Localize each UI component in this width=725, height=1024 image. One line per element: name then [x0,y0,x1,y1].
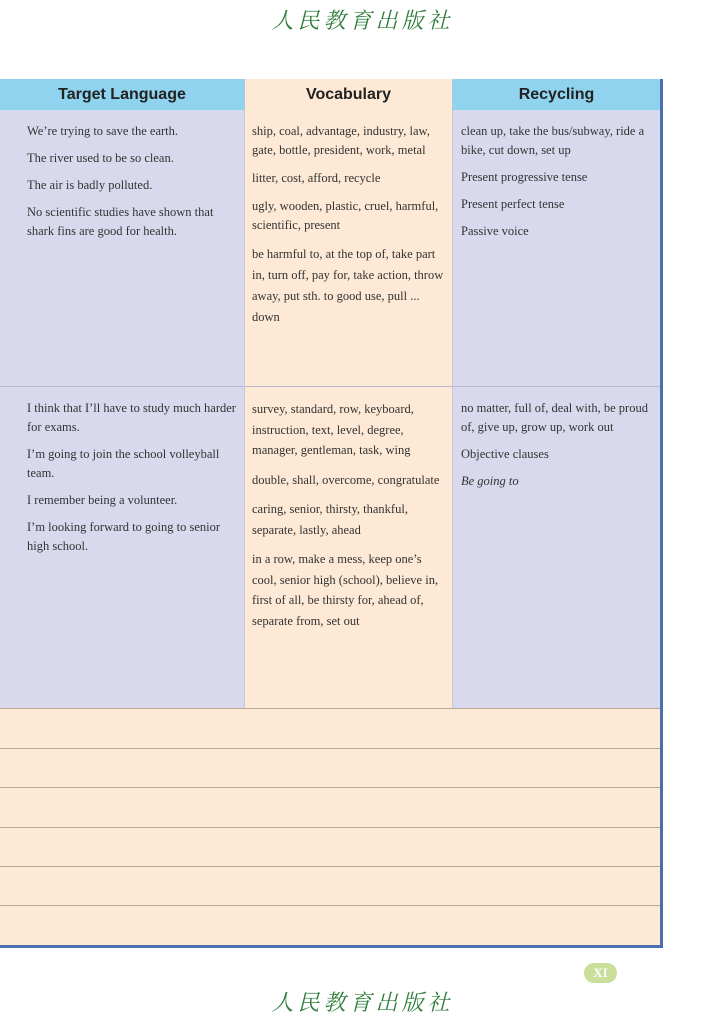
target-sentence: We’re trying to save the earth. [27,124,179,138]
vocab-group: litter, cost, afford, recycle [252,171,381,185]
publisher-logo-top: 人民教育出版社 [271,9,454,34]
target-sentence: No scientific studies have shown that shark fins are good for health. [27,205,214,238]
vocab-group: ugly, wooden, plastic, cruel, harmful, scientific, present [252,199,439,232]
blank-row-line [0,787,660,788]
blank-row-line [0,748,660,749]
recycling-item: no matter, full of, deal with, be proud of, give up, grow up, work out [461,401,648,434]
page-number-badge: XI [584,963,617,983]
row-divider [0,708,660,709]
target-sentence: The air is badly polluted. [27,178,153,192]
publisher-logo-bottom: 人民教育出版社 [271,991,454,1016]
summary-table [0,79,663,948]
row1-recycling-cell [453,110,660,386]
blank-row-line [0,905,660,906]
target-sentence: I think that I’ll have to study much harder for exams. [27,401,236,434]
header-divider [452,79,453,110]
blank-row-line [0,866,660,867]
header-divider [244,79,245,110]
recycling-item: Be going to [461,474,519,488]
vocab-group: ship, coal, advantage, industry, law, gate, bottle, president, work, metal [252,124,430,157]
header-recycling: Recycling [453,79,660,110]
target-sentence: I remember being a volunteer. [27,493,178,507]
recycling-item: Passive voice [461,224,529,238]
vocab-group: caring, senior, thirsty, thankful, separate, lastly, ahead [252,502,408,537]
recycling-item: Present perfect tense [461,197,565,211]
target-sentence: The river used to be so clean. [27,151,174,165]
vocab-group: in a row, make a mess, keep one’s cool, senior high (school), believe in, first of all, be thirsty for, ahead of, separate from, set out [252,552,439,628]
row1-target-cell [0,110,244,386]
header-target-language: Target Language [0,79,244,110]
blank-row-line [0,827,660,828]
recycling-item: clean up, take the bus/subway, ride a bike, cut down, set up [461,124,645,157]
row2-vocabulary-cell [245,387,452,708]
column-divider [244,110,245,708]
recycling-item: Present progressive tense [461,170,588,184]
target-sentence: I’m looking forward to going to senior high school. [27,520,221,553]
row1-vocabulary-cell [245,110,452,386]
target-sentence: I’m going to join the school volleyball team. [27,447,220,480]
vocab-group: double, shall, overcome, congratulate [252,472,440,487]
vocab-group: survey, standard, row, keyboard, instruction, text, level, degree, manager, gentleman, task, wing [252,402,414,457]
header-vocabulary: Vocabulary [245,79,452,110]
vocab-group: be harmful to, at the top of, take part in, turn off, pay for, take action, throw away, put sth. to good use, pull ... down [252,247,444,324]
column-divider [452,110,453,708]
row2-recycling-cell [453,387,660,708]
recycling-item: Objective clauses [461,447,549,461]
row2-target-cell [0,387,244,708]
